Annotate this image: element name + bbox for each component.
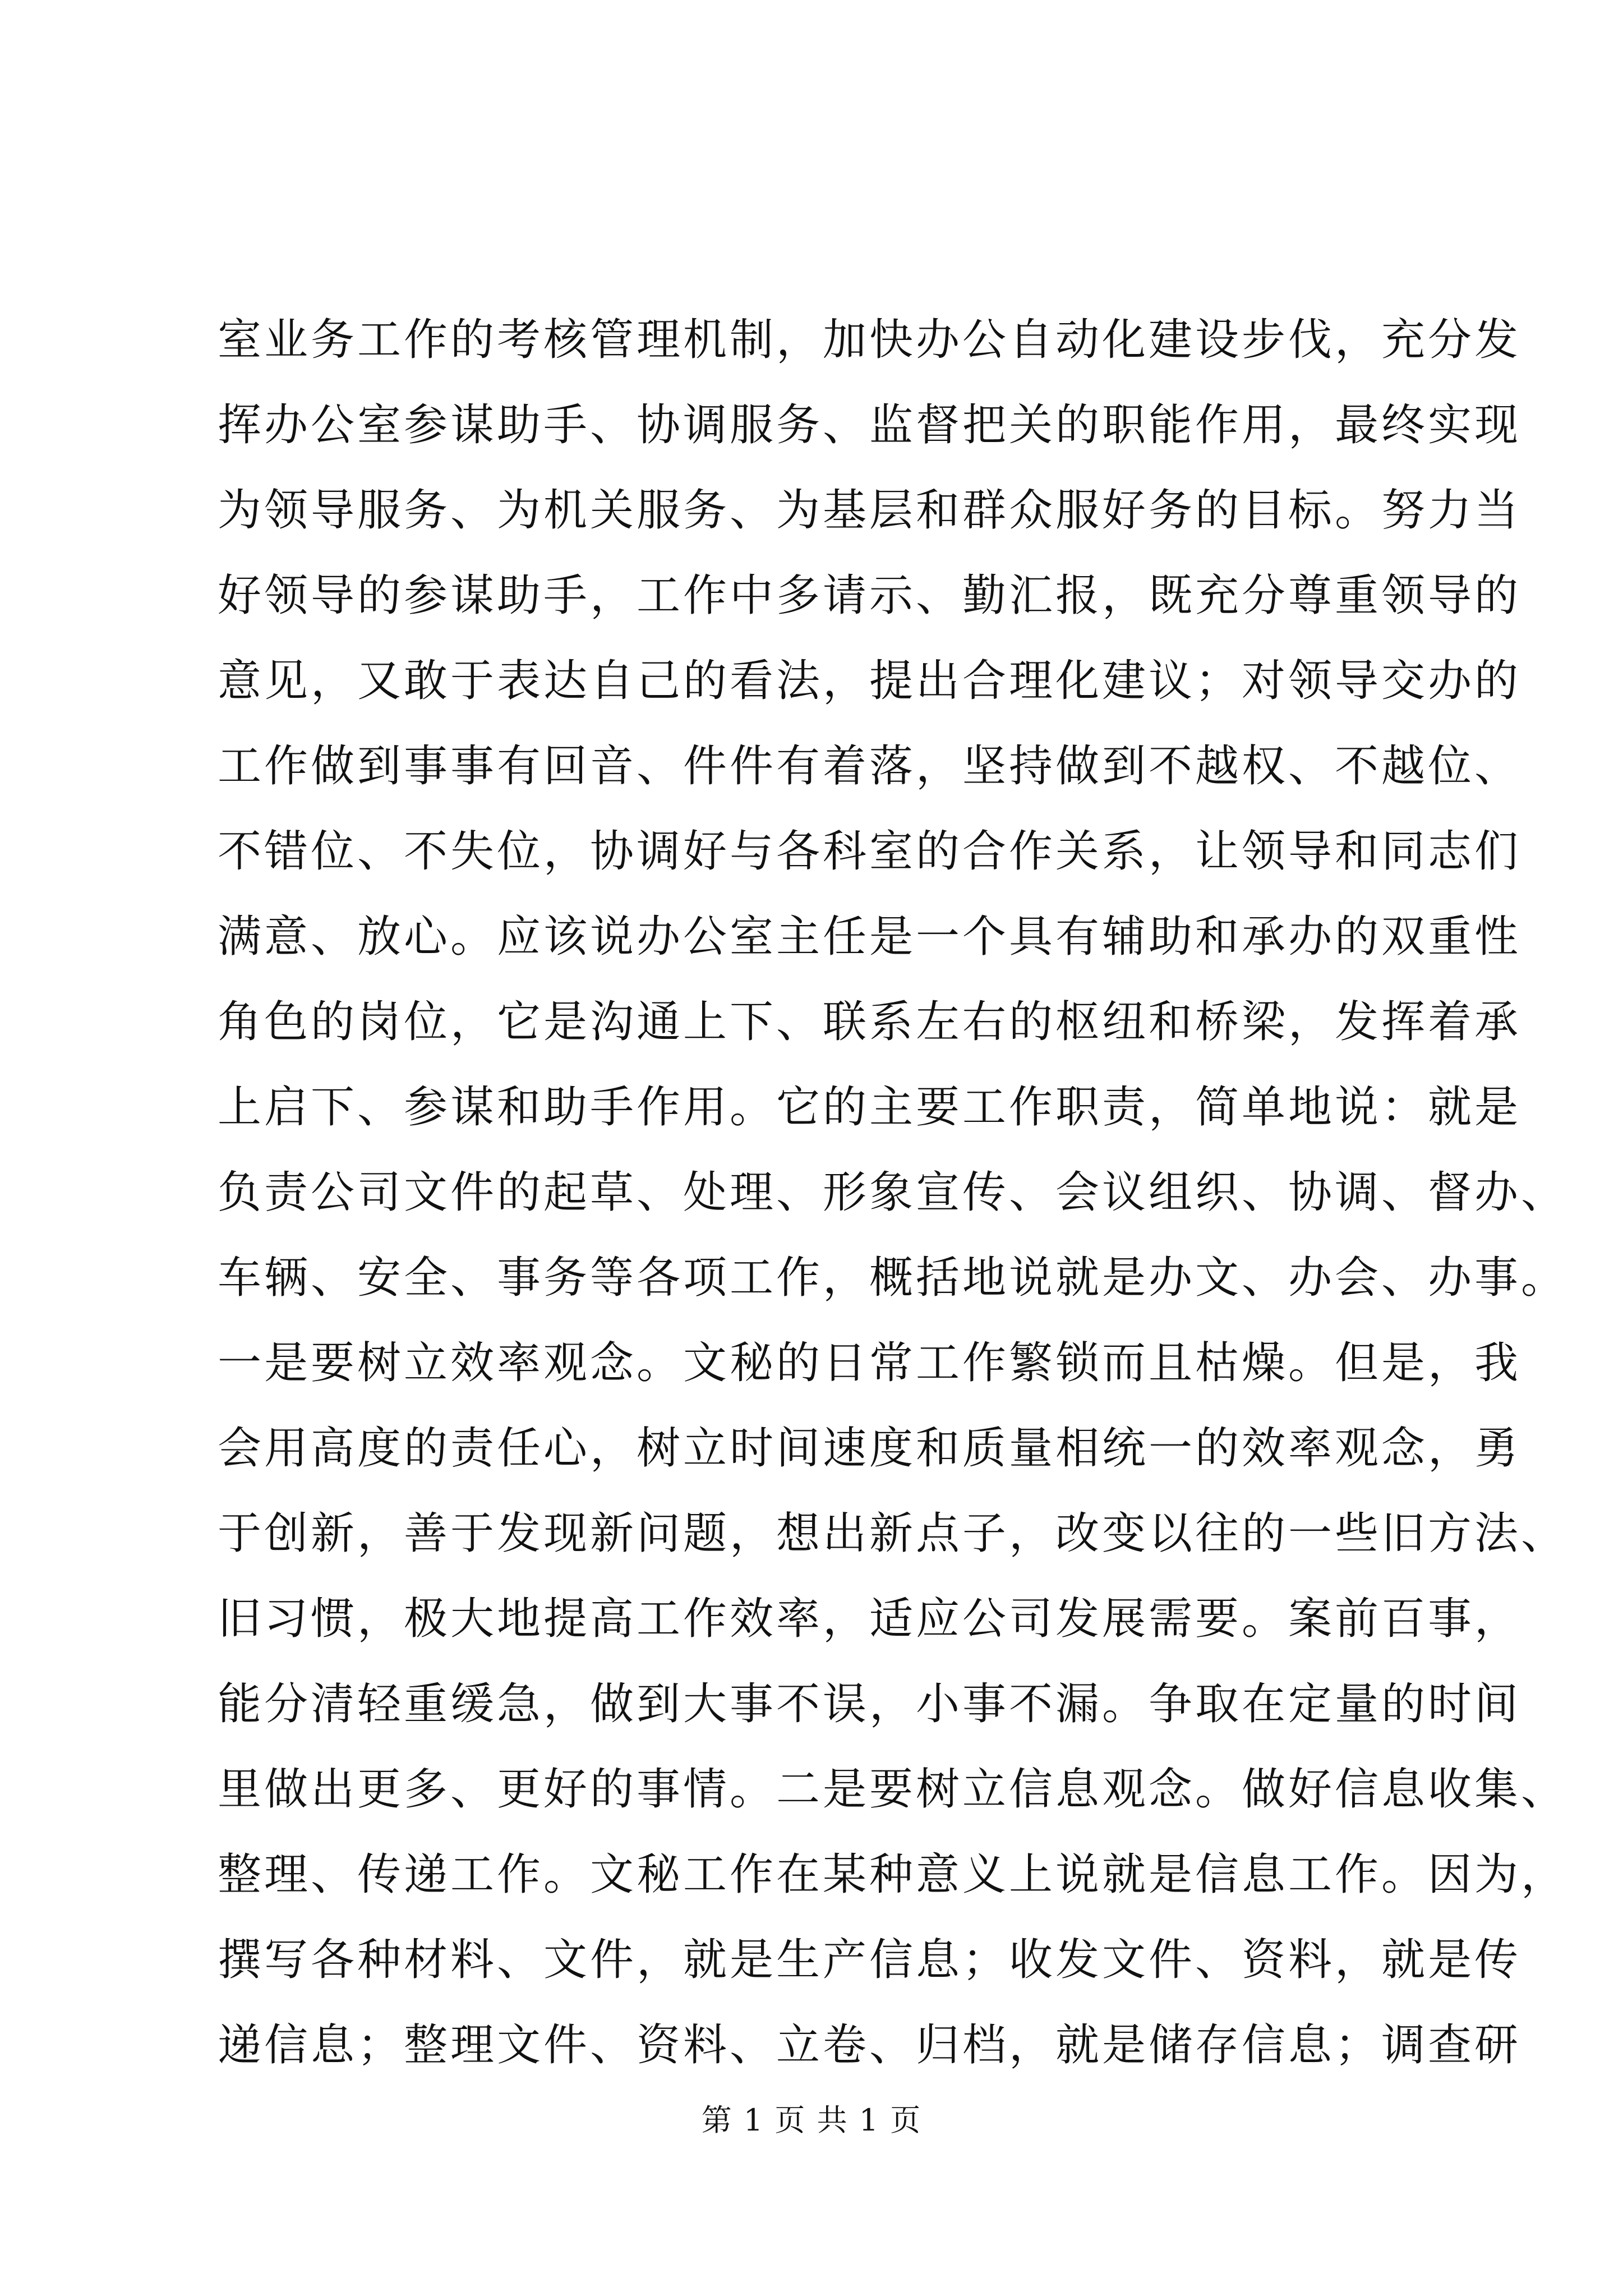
text-line-4: 好领导的参谋助手，工作中多请示、勤汇报，既充分尊重领导的 (218, 570, 1521, 621)
text-line-2: 挥办公室参谋助手、协调服务、监督把关的职能作用，最终实现 (218, 400, 1521, 450)
text-line-21: 递信息；整理文件、资料、立卷、归档，就是储存信息；调查研 (218, 2020, 1521, 2070)
text-line-13: 一是要树立效率观念。文秘的日常工作繁锁而且枯燥。但是，我 (218, 1338, 1521, 1388)
text-line-11: 负责公司文件的起草、处理、形象宣传、会议组织、协调、督办、 (218, 1167, 1568, 1218)
text-line-16: 旧习惯，极大地提高工作效率，适应公司发展需要。案前百事， (218, 1594, 1521, 1644)
text-line-9: 角色的岗位，它是沟通上下、联系左右的枢纽和桥梁，发挥着承 (218, 997, 1521, 1047)
text-line-19: 整理、传递工作。文秘工作在某种意义上说就是信息工作。因为， (218, 1849, 1568, 1900)
text-line-12: 车辆、安全、事务等各项工作，概括地说就是办文、办会、办事。 (218, 1253, 1568, 1303)
text-line-7: 不错位、不失位，协调好与各科室的合作关系，让领导和同志们 (218, 826, 1521, 877)
text-line-15: 于创新，善于发现新问题，想出新点子，改变以往的一些旧方法、 (218, 1508, 1568, 1559)
text-line-18: 里做出更多、更好的事情。二是要树立信息观念。做好信息收集、 (218, 1764, 1568, 1815)
text-line-3: 为领导服务、为机关服务、为基层和群众服好务的目标。努力当 (218, 485, 1521, 536)
page-number-label: 第 1 页 共 1 页 (701, 2102, 922, 2138)
text-line-5: 意见，又敢于表达自己的看法，提出合理化建议；对领导交办的 (218, 656, 1521, 706)
text-line-14: 会用高度的责任心，树立时间速度和质量相统一的效率观念，勇 (218, 1423, 1521, 1474)
body-text (218, 297, 1568, 2088)
text-line-1: 室业务工作的考核管理机制，加快办公自动化建设步伐，充分发 (218, 315, 1521, 365)
page-footer (0, 2098, 1623, 2143)
text-line-17: 能分清轻重缓急，做到大事不误，小事不漏。争取在定量的时间 (218, 1679, 1521, 1729)
text-line-10: 上启下、参谋和助手作用。它的主要工作职责，简单地说：就是 (218, 1082, 1521, 1133)
text-line-20: 撰写各种材料、文件，就是生产信息；收发文件、资料，就是传 (218, 1935, 1521, 1985)
text-line-8: 满意、放心。应该说办公室主任是一个具有辅助和承办的双重性 (218, 912, 1521, 962)
text-line-6: 工作做到事事有回音、件件有着落，坚持做到不越权、不越位、 (218, 741, 1521, 792)
